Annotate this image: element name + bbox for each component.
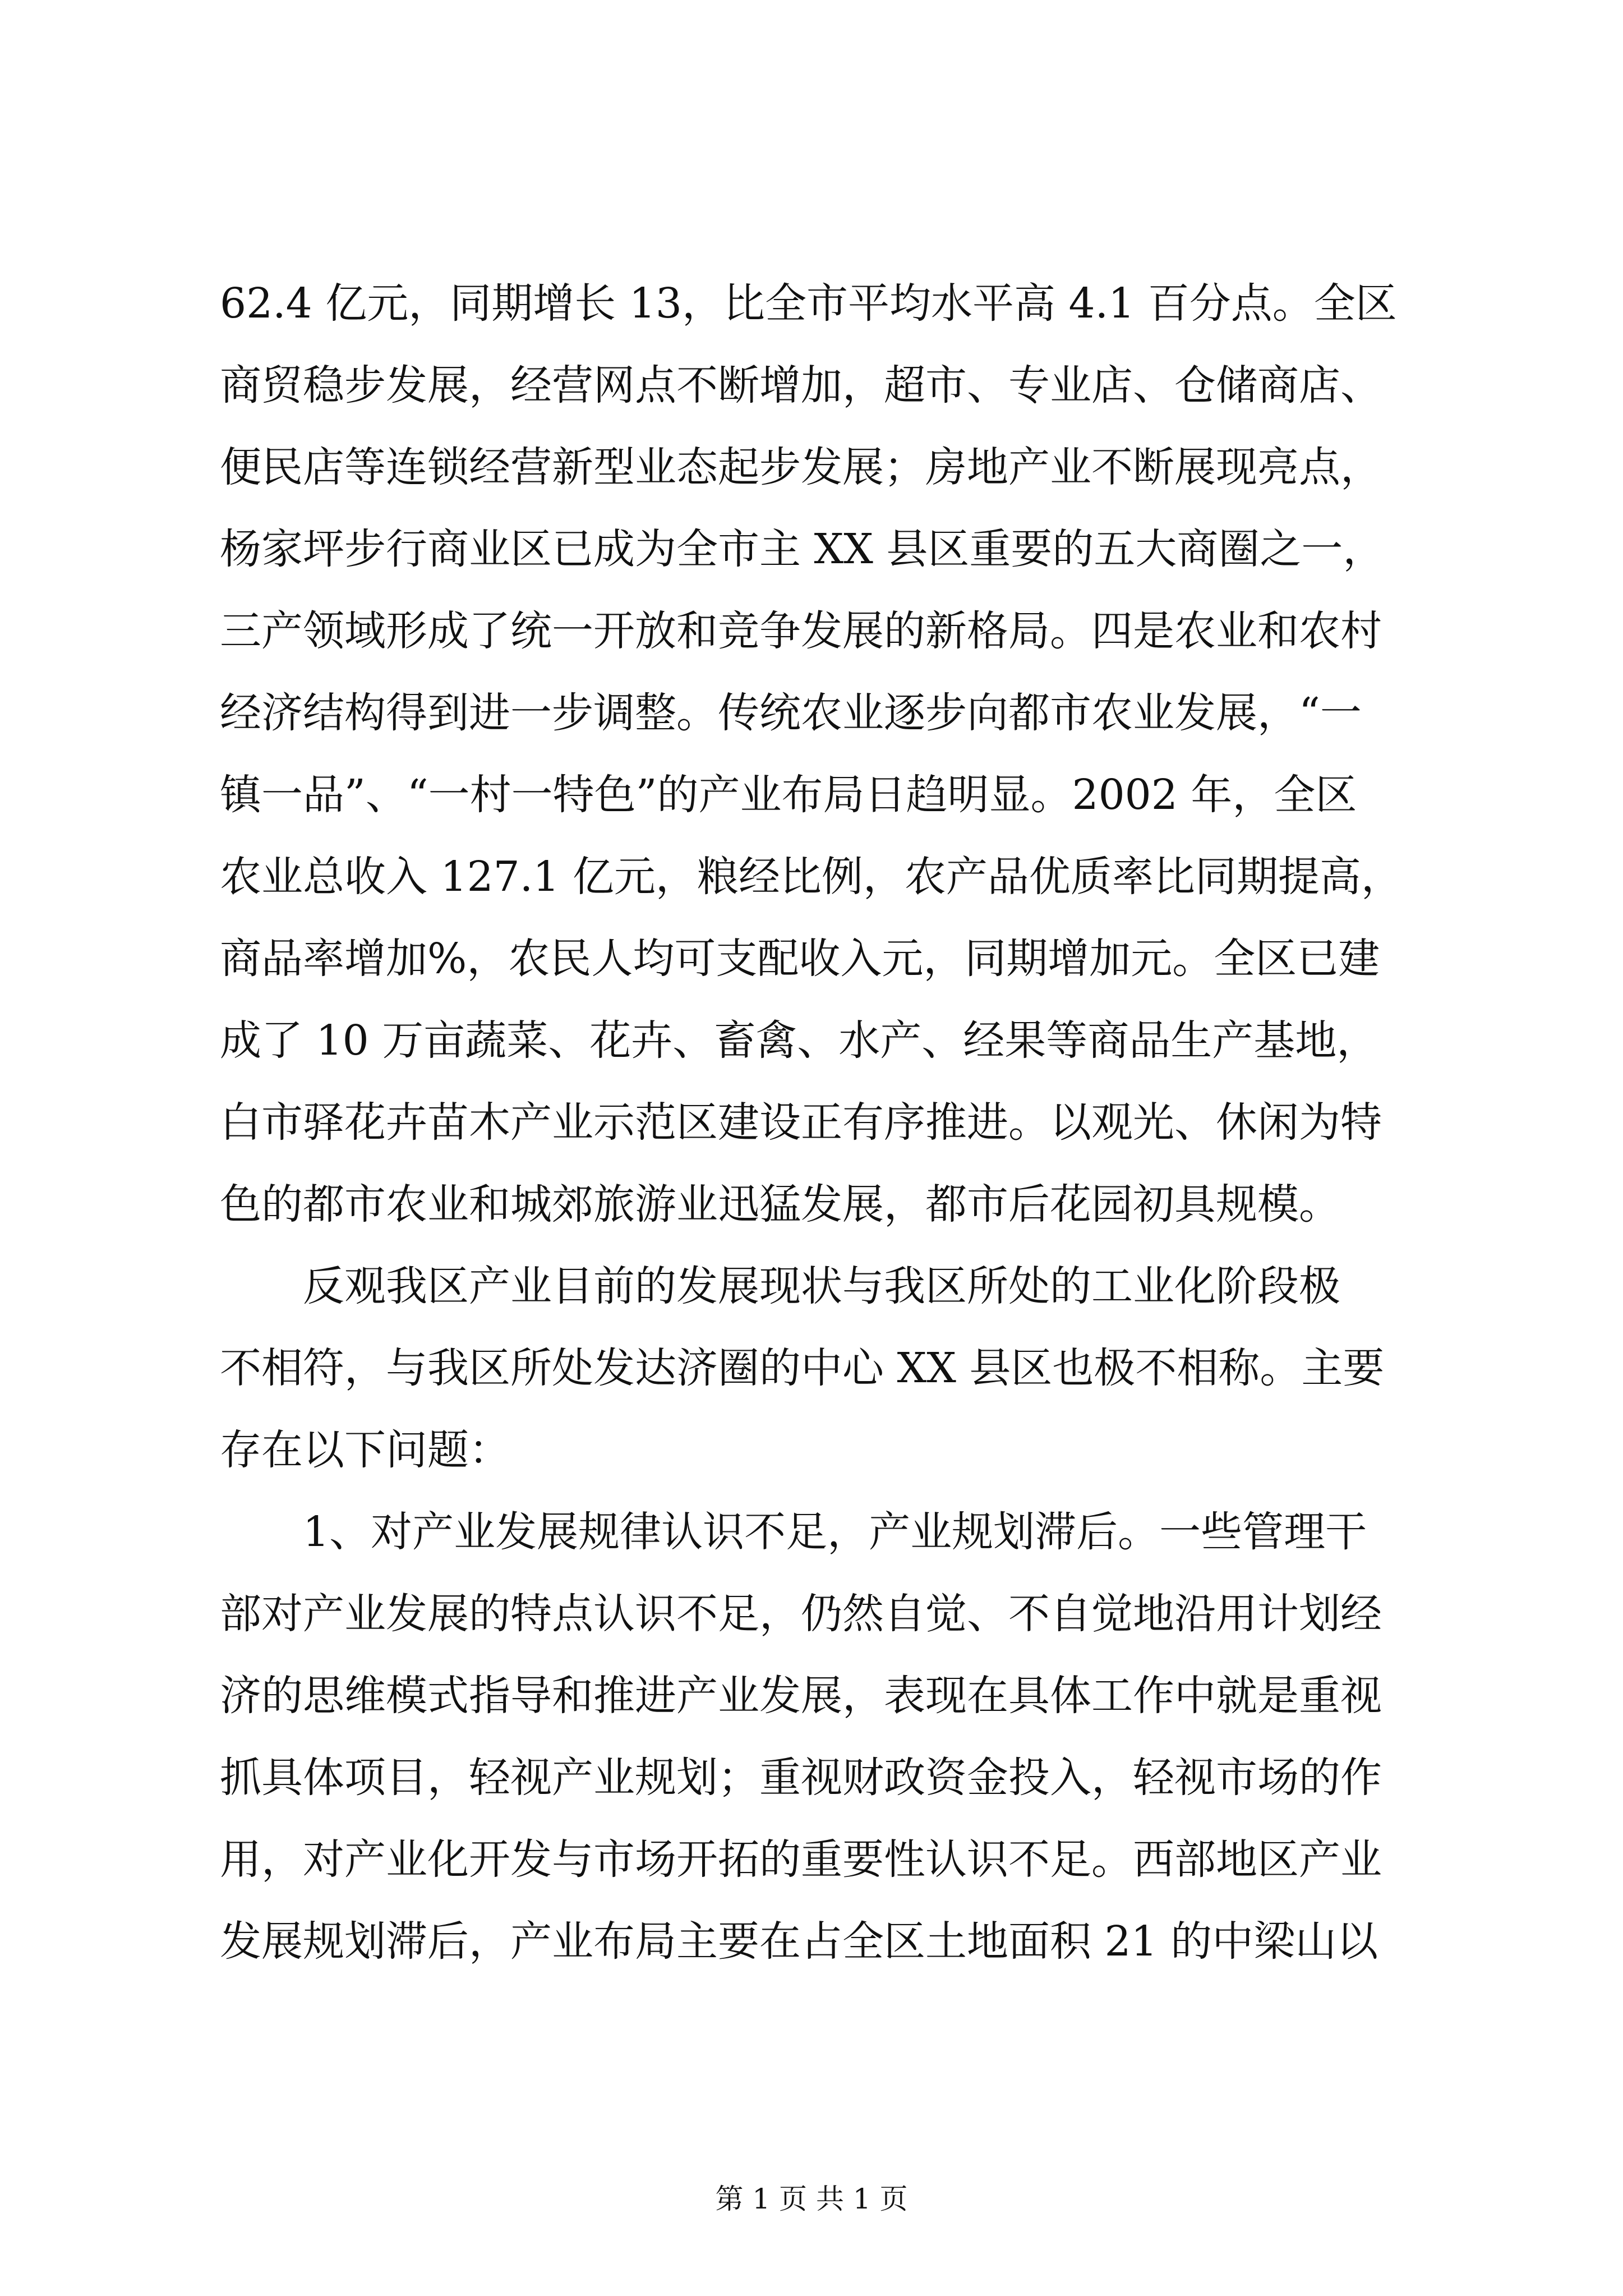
text-line: 62.4 亿元，同期增长 13，比全市平均水平高 4.1 百分点。全区 [220, 279, 1397, 328]
text-line: 抓具体项目，轻视产业规划；重视财政资金投入，轻视市场的作 [220, 1754, 1382, 1802]
body-text [220, 263, 1420, 1982]
text-line: 发展规划滞后，产业布局主要在占全区土地面积 21 的中梁山以 [220, 1917, 1378, 1966]
text-line: 镇一品”、“一村一特色”的产业布局日趋明显。2002 年，全区 [220, 771, 1357, 819]
text-line: 用，对产业化开发与市场开拓的重要性认识不足。西部地区产业 [220, 1835, 1382, 1884]
page-number-label: 第 1 页 共 1 页 [715, 2183, 908, 2215]
page-footer [0, 2177, 1623, 2217]
text-line: 不相符，与我区所处发达济圈的中心 XX 县区也极不相称。主要 [220, 1344, 1385, 1392]
text-line: 1、对产业发展规律认识不足，产业规划滞后。一些管理干 [220, 1508, 1367, 1556]
text-line: 白市驿花卉苗木产业示范区建设正有序推进。以观光、休闲为特 [220, 1098, 1382, 1147]
text-line: 色的都市农业和城郊旅游业迅猛发展，都市后花园初具规模。 [220, 1180, 1340, 1228]
text-line: 成了 10 万亩蔬菜、花卉、畜禽、水产、经果等商品生产基地， [220, 1016, 1378, 1065]
text-line: 农业总收入 127.1 亿元，粮经比例，农产品优质率比同期提高， [220, 853, 1403, 901]
text-line: 部对产业发展的特点认识不足，仍然自觉、不自觉地沿用计划经 [220, 1590, 1382, 1638]
text-line: 经济结构得到进一步调整。传统农业逐步向都市农业发展，“一 [220, 689, 1362, 737]
text-line: 济的思维模式指导和推进产业发展，表现在具体工作中就是重视 [220, 1672, 1382, 1720]
text-line: 商贸稳步发展，经营网点不断增加，超市、专业店、仓储商店、 [220, 361, 1382, 409]
text-line: 反观我区产业目前的发展现状与我区所处的工业化阶段极 [220, 1262, 1340, 1310]
text-line: 三产领域形成了统一开放和竞争发展的新格局。四是农业和农村 [220, 607, 1382, 655]
text-line: 存在以下问题： [220, 1426, 510, 1474]
text-line: 杨家坪步行商业区已成为全市主 XX 县区重要的五大商圈之一， [220, 525, 1385, 573]
text-line: 商品率增加%，农民人均可支配收入元，同期增加元。全区已建 [220, 935, 1380, 983]
text-line: 便民店等连锁经营新型业态起步发展；房地产业不断展现亮点， [220, 443, 1382, 491]
